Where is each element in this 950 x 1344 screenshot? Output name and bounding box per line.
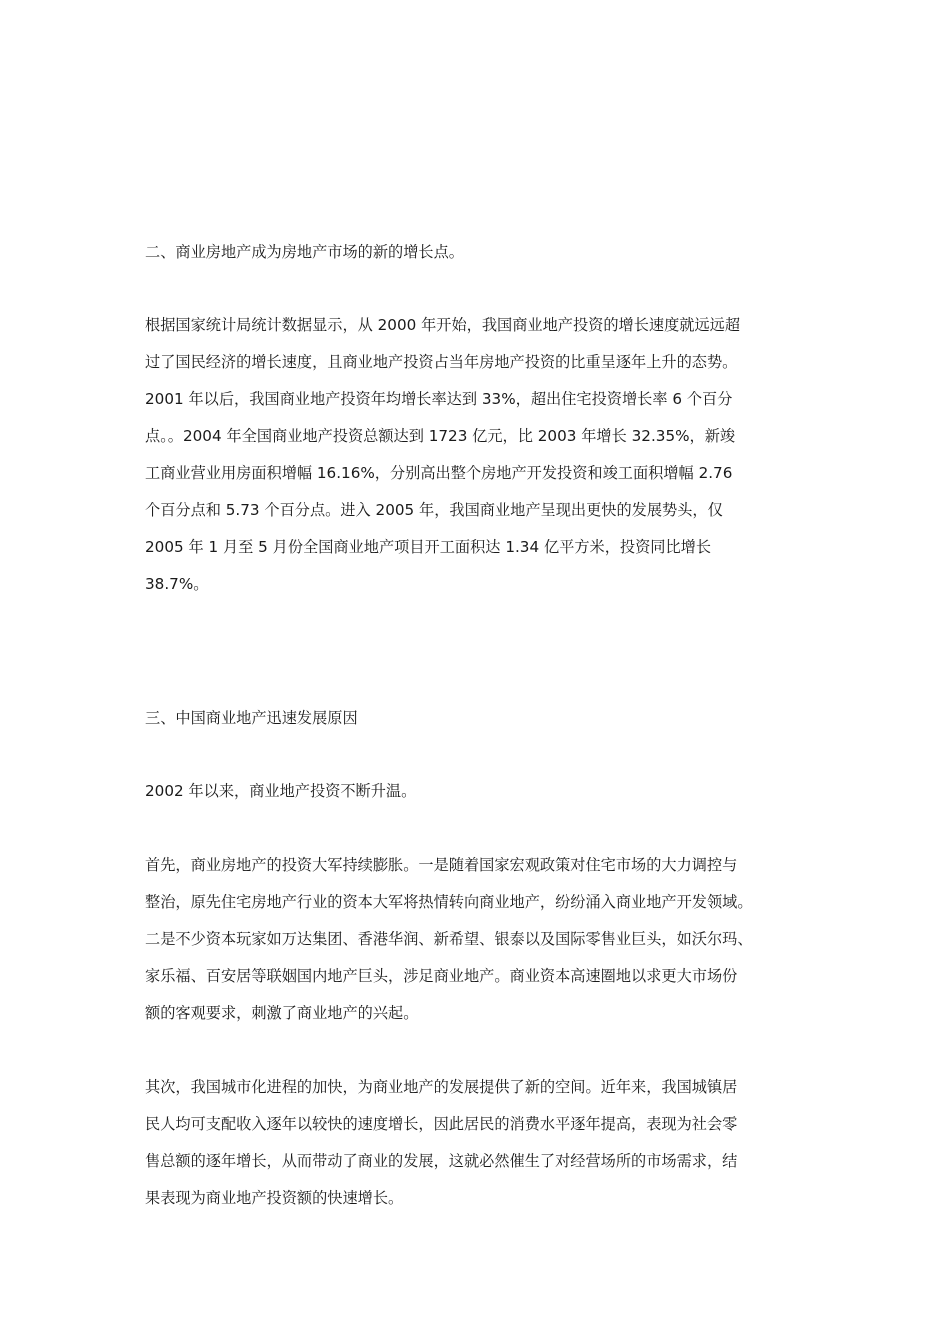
s3-para1-line-5: 额的客观要求，刺激了商业地产的兴起。 xyxy=(145,1004,419,1022)
s3-intro: 2002 年以来，商业地产投资不断升温。 xyxy=(145,782,417,800)
s3-para1-line-2: 整治，原先住宅房地产行业的资本大军将热情转向商业地产，纷纷涌入商业地产开发领域。 xyxy=(145,893,753,911)
section-3-heading: 三、中国商业地产迅速发展原因 xyxy=(145,709,358,727)
s3-para1-line-3: 二是不少资本玩家如万达集团、香港华润、新希望、银泰以及国际零售业巨头，如沃尔玛、 xyxy=(145,930,753,948)
s2-para1-line-4: 点。。2004 年全国商业地产投资总额达到 1723 亿元，比 2003 年增长 32.35%，新竣 xyxy=(145,427,736,445)
section-2-heading: 二、商业房地产成为房地产市场的新的增长点。 xyxy=(145,243,464,261)
s3-para2-line-1: 其次，我国城市化进程的加快，为商业地产的发展提供了新的空间。近年来，我国城镇居 xyxy=(145,1078,738,1096)
s3-para2-line-2: 民人均可支配收入逐年以较快的速度增长，因此居民的消费水平逐年提高，表现为社会零 xyxy=(145,1115,738,1133)
s2-para1-line-2: 过了国民经济的增长速度，且商业地产投资占当年房地产投资的比重呈逐年上升的态势。 xyxy=(145,353,738,371)
s2-para1-line-5: 工商业营业用房面积增幅 16.16%，分别高出整个房地产开发投资和竣工面积增幅 2.76 xyxy=(145,464,733,482)
s3-para1-line-4: 家乐福、百安居等联姻国内地产巨头，涉足商业地产。商业资本高速圈地以求更大市场份 xyxy=(145,967,738,985)
s2-para1-line-8: 38.7%。 xyxy=(145,575,209,593)
s2-para1-line-3: 2001 年以后，我国商业地产投资年均增长率达到 33%，超出住宅投资增长率 6 个百分 xyxy=(145,390,733,408)
s3-para2-line-3: 售总额的逐年增长，从而带动了商业的发展，这就必然催生了对经营场所的市场需求，结 xyxy=(145,1152,738,1170)
s2-para1-line-1: 根据国家统计局统计数据显示，从 2000 年开始，我国商业地产投资的增长速度就远远超 xyxy=(145,316,741,334)
s3-para2-line-4: 果表现为商业地产投资额的快速增长。 xyxy=(145,1189,404,1207)
s2-para1-line-7: 2005 年 1 月至 5 月份全国商业地产项目开工面积达 1.34 亿平方米，投资同比增长 xyxy=(145,538,712,556)
s3-para1-line-1: 首先，商业房地产的投资大军持续膨胀。一是随着国家宏观政策对住宅市场的大力调控与 xyxy=(145,856,738,874)
s2-para1-line-6: 个百分点和 5.73 个百分点。进入 2005 年，我国商业地产呈现出更快的发展势头，仅 xyxy=(145,501,723,519)
